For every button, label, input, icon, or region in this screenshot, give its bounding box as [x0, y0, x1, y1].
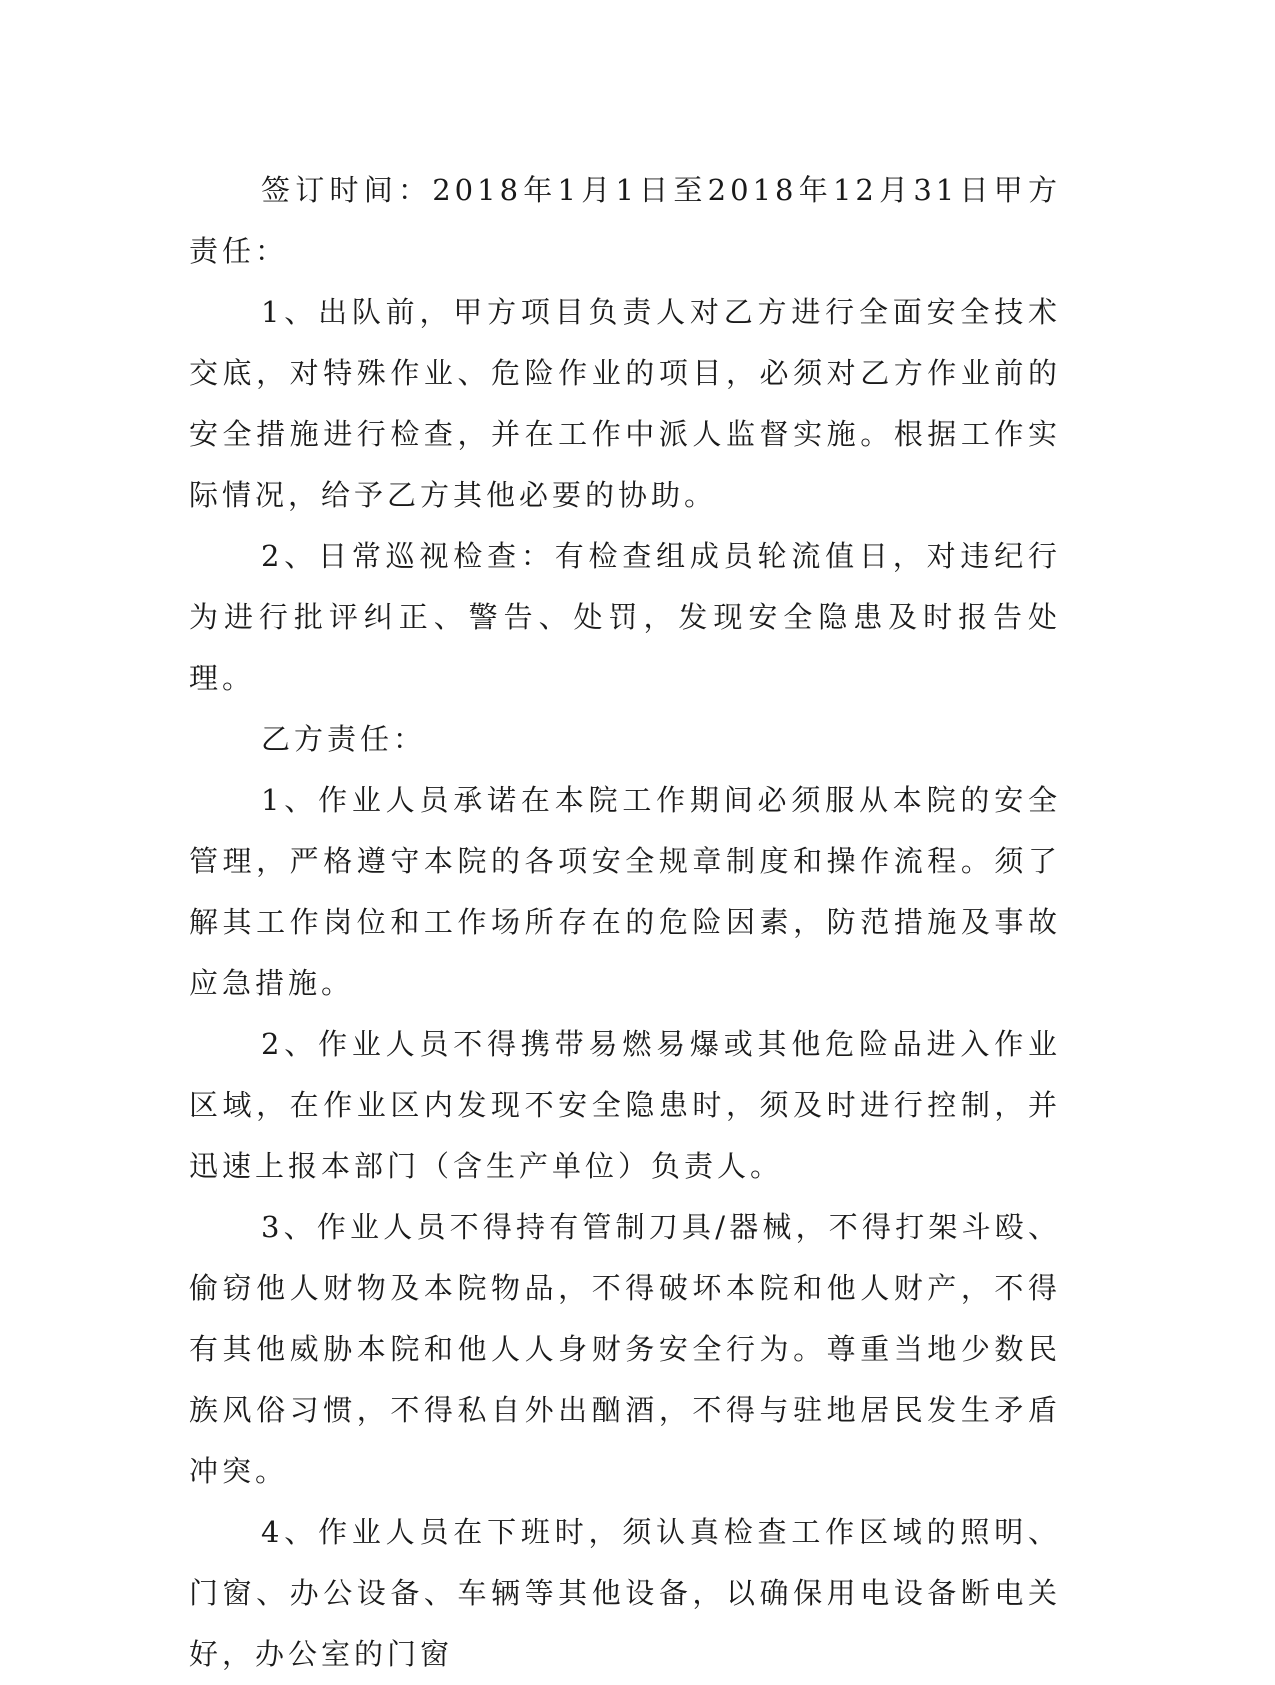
party-b-duty-4: 4、作业人员在下班时，须认真检查工作区域的照明、门窗、办公设备、车辆等其他设备，以确保用电设备断电关好，办公室的门窗: [189, 1515, 1061, 1671]
party-a-duty-1: 1、出队前，甲方项目负责人对乙方进行全面安全技术交底，对特殊作业、危险作业的项目，必须对乙方作业前的安全措施进行检查，并在工作中派人监督实施。根据工作实际情况，给予乙方其他必要的协助。: [189, 295, 1061, 512]
party-b-heading: 乙方责任：: [261, 722, 427, 756]
party-b-duty-2: 2、作业人员不得携带易燃易爆或其他危险品进入作业区域，在作业区内发现不安全隐患时，须及时进行控制，并迅速上报本部门（含生产单位）负责人。: [189, 1027, 1061, 1183]
signing-period-paragraph: 签订时间：2018年1月1日至2018年12月31日甲方责任：: [189, 173, 1061, 268]
party-b-duty-1: 1、作业人员承诺在本院工作期间必须服从本院的安全管理，严格遵守本院的各项安全规章制度和操作流程。须了解其工作岗位和工作场所存在的危险因素，防范措施及事故应急措施。: [189, 783, 1061, 1000]
party-a-duty-2: 2、日常巡视检查：有检查组成员轮流值日，对违纪行为进行批评纠正、警告、处罚，发现安全隐患及时报告处理。: [189, 539, 1061, 695]
document-body: [189, 160, 1061, 1685]
party-b-duty-3: 3、作业人员不得持有管制刀具/器械，不得打架斗殴、偷窃他人财物及本院物品，不得破坏本院和他人财产，不得有其他威胁本院和他人人身财务安全行为。尊重当地少数民族风俗习惯，不得私自外出酗酒，不得与驻地居民发生矛盾冲突。: [189, 1210, 1061, 1488]
